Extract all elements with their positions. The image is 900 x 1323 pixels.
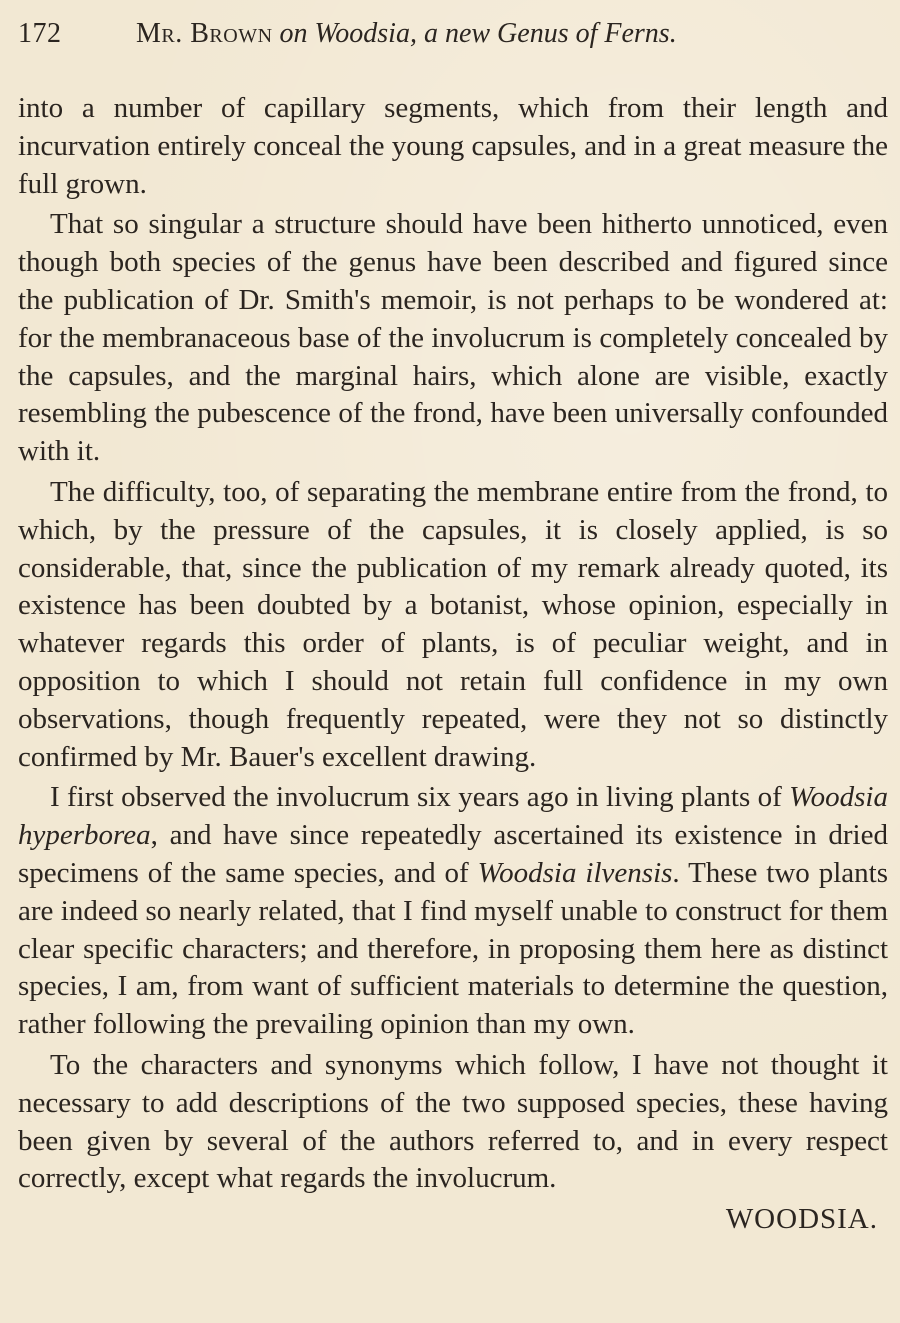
section-heading: WOODSIA.: [725, 1203, 878, 1236]
paragraph-text: into a number of capillary segments, which from their length and incurvation entirely conceal the young capsules, and in a great measure the full grown.: [18, 92, 888, 200]
page-header: [18, 18, 888, 60]
paragraph-characters-synonyms: [18, 1047, 888, 1198]
paragraph-difficulty: [18, 474, 888, 776]
paragraph-text: The difficulty, too, of separating the membrane entire from the frond, to which, by the pressure of the capsules, it is closely applied, is so considerable, that, since the publication of my remark already quoted, its existence has been doubted by a botanist, whose opinion, especially in whatever regards this order of plants, is of peculiar weight, and in opposition to which I should not retain full confidence in my own observations, though frequently repeated, were they not so distinctly confirmed by Mr. Bauer's excellent drawing.: [18, 475, 888, 773]
running-head: [136, 18, 677, 50]
species-name-hyperborea: Woodsia hyperborea: [18, 781, 888, 852]
running-head-title-rest: on Woodsia, a new Genus of Ferns.: [279, 18, 677, 49]
running-head-author: Mr. Brown: [136, 18, 273, 49]
paragraph-text: , and have since repeatedly ascertained its existence in dried specimens of the same species, and of: [18, 819, 888, 889]
paragraph-text: That so singular a structure should have been hitherto unnoticed, even though both species of the genus have been described and figured since the publication of Dr. Smith's memoir, is not perhaps to be wondered at: for the membranaceous base of the involucrum is completely concealed by the capsules, and the marginal hairs, which alone are visible, exactly resembling the pubescence of the frond, have been universally confounded with it.: [18, 208, 888, 468]
paragraph-text: I first observed the involucrum six years ago in living plants of: [50, 781, 790, 814]
paragraph-text: To the characters and synonyms which follow, I have not thought it necessary to add descriptions of the two supposed species, these having been given by several of the authors referred to, and in every respect correctly, except what regards the involucrum.: [18, 1048, 888, 1195]
body-text: [18, 90, 888, 1239]
paragraph-continuation: [18, 90, 888, 203]
paragraph-text: . These two plants are indeed so nearly related, that I find myself unable to construct for them clear specific characters; and therefore, in proposing them here as distinct species, I am, from want of sufficient materials to determine the question, rather following the prevailing opinion than my own.: [18, 856, 889, 1041]
species-name-ilvensis: Woodsia ilvensis: [477, 856, 673, 889]
paragraph-first-observed: [18, 779, 888, 1044]
paragraph-unnoticed-structure: [18, 206, 888, 471]
page-number: 172: [18, 18, 62, 49]
